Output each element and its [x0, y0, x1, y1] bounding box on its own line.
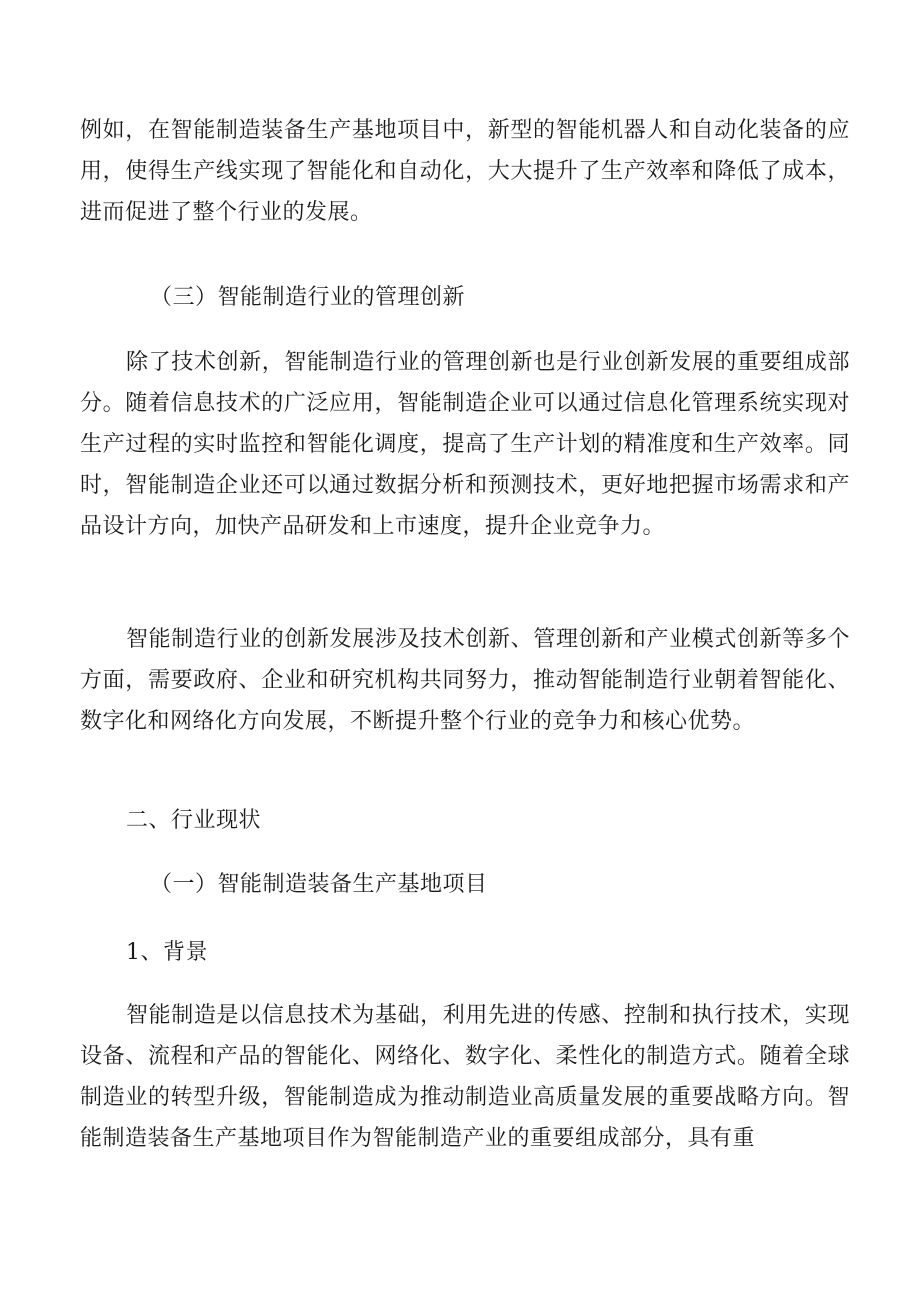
body-paragraph-continued: 例如，在智能制造装备生产基地项目中，新型的智能机器人和自动化装备的应用，使得生产线实现了智能化和自动化，大大提升了生产效率和降低了成本，进而促进了整个行业的发展。: [80, 118, 850, 225]
body-paragraph-management-innovation: 除了技术创新，智能制造行业的管理创新也是行业创新发展的重要组成部分。随着信息技术的广泛应用，智能制造企业可以通过信息化管理系统实现对生产过程的实时监控和智能化调度，提高了生产计划的精准度和生产效率。同时，智能制造企业还可以通过数据分析和预测技术，更好地把握市场需求和产品设计方向，加快产品研发和上市速度，提升企业竞争力。: [80, 350, 850, 539]
section-heading-production-base-project: （一）智能制造装备生产基地项目: [150, 872, 488, 897]
chapter-heading-industry-status: 二、行业现状: [126, 808, 262, 833]
subsection-heading-background: 1、背景: [126, 940, 208, 965]
body-paragraph-innovation-summary: 智能制造行业的创新发展涉及技术创新、管理创新和产业模式创新等多个方面，需要政府、企业和研究机构共同努力，推动智能制造行业朝着智能化、数字化和网络化方向发展，不断提升整个行业的竞争力和核心优势。: [80, 627, 850, 734]
section-heading-management-innovation: （三）智能制造行业的管理创新: [150, 285, 466, 310]
body-paragraph-background: 智能制造是以信息技术为基础，利用先进的传感、控制和执行技术，实现设备、流程和产品的智能化、网络化、数字化、柔性化的制造方式。随着全球制造业的转型升级，智能制造成为推动制造业高质量发展的重要战略方向。智能制造装备生产基地项目作为智能制造产业的重要组成部分，具有重: [80, 1003, 850, 1151]
